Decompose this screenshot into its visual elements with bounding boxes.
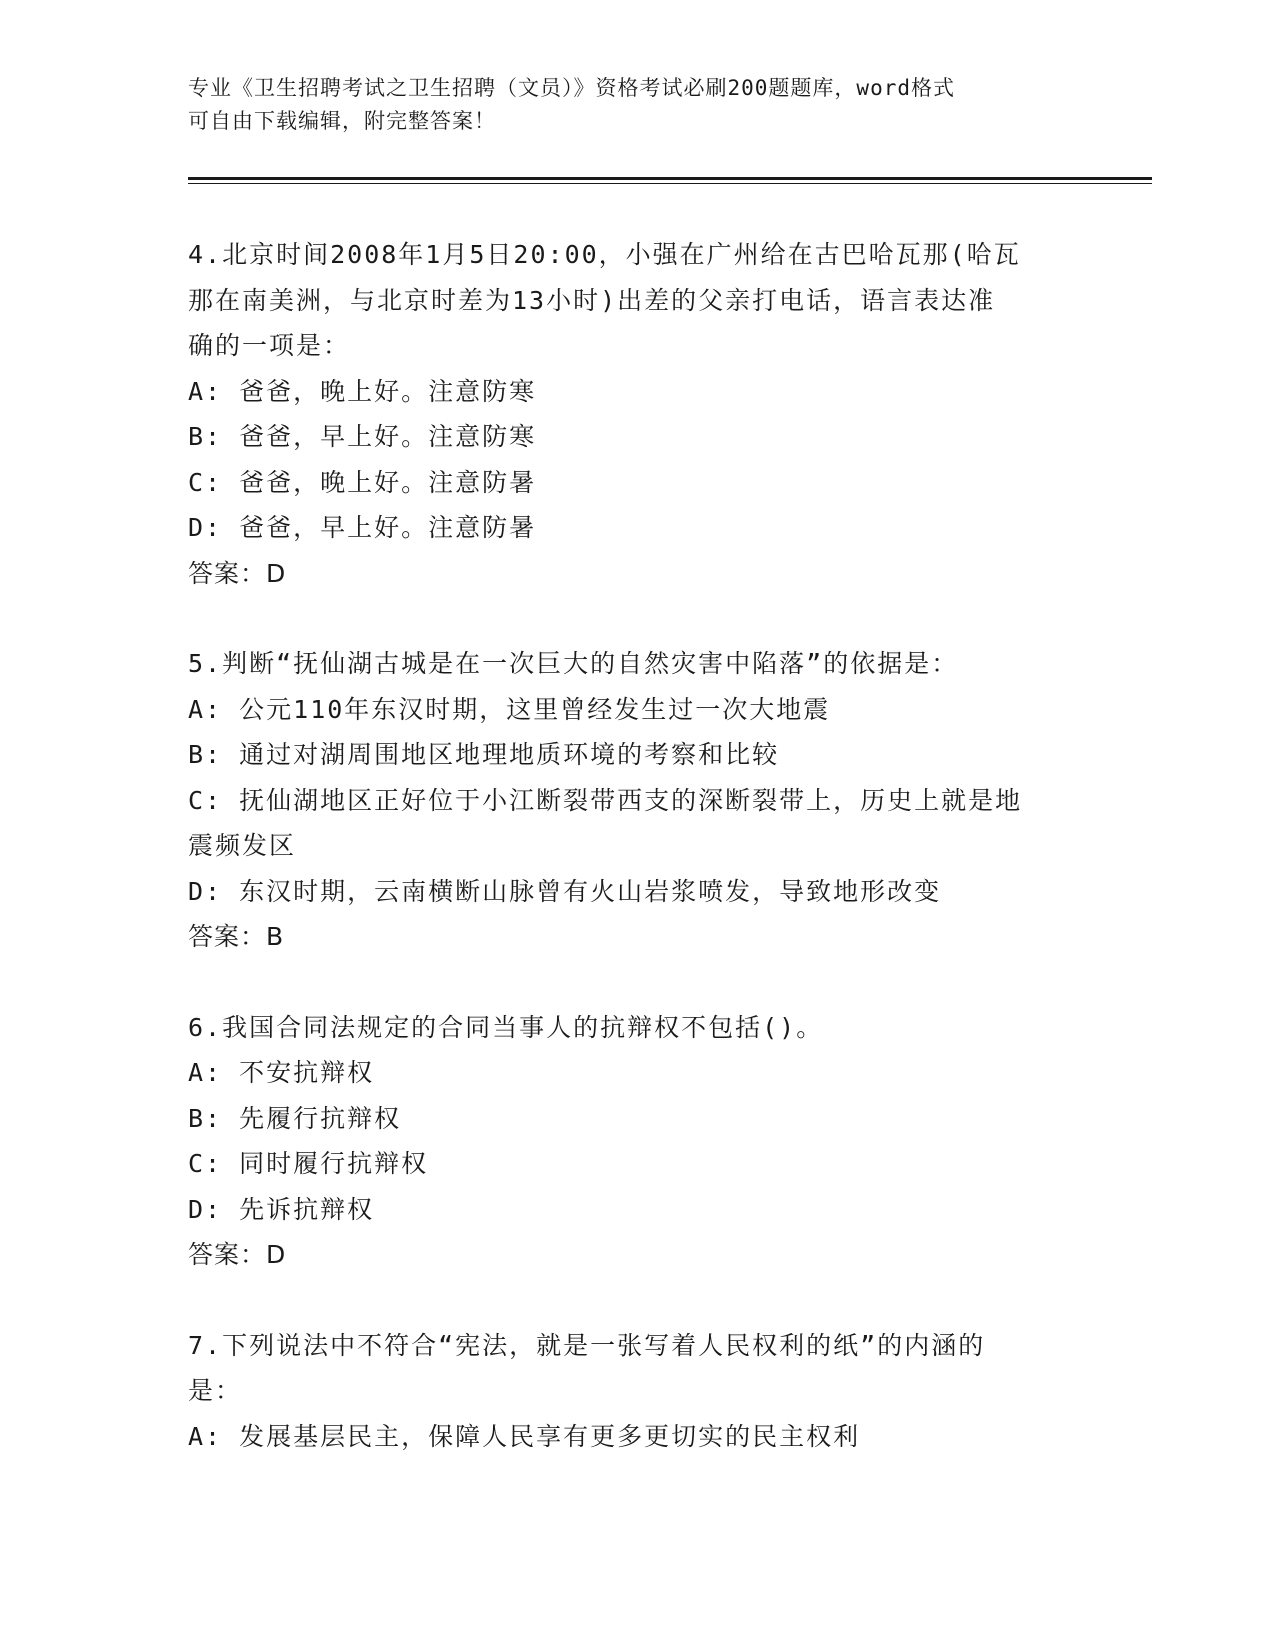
option-d: D: 爸爸，早上好。注意防暑 — [188, 513, 537, 542]
header-line-2: 可自由下载编辑，附完整答案！ — [188, 109, 496, 133]
option-c-continued: 震频发区 — [188, 831, 297, 860]
answer: 答案：D — [188, 1240, 287, 1269]
option-a: A: 爸爸，晚上好。注意防寒 — [188, 376, 537, 406]
header-line-1: 专业《卫生招聘考试之卫生招聘（文员）》资格考试必刷200题题库，word格式 — [188, 76, 955, 100]
question-list — [188, 232, 1088, 1504]
option-c: C: 爸爸，晚上好。注意防暑 — [188, 467, 537, 497]
option-b: B: 爸爸，早上好。注意防寒 — [188, 422, 537, 451]
question-text-line: 7.下列说法中不符合“宪法，就是一张写着人民权利的纸”的内涵的 — [188, 1330, 986, 1360]
question-text-line: 5.判断“抚仙湖古城是在一次巨大的自然灾害中陷落”的依据是： — [188, 649, 959, 678]
question-text-line: 6.我国合同法规定的合同当事人的抗辩权不包括()。 — [188, 1012, 824, 1042]
header-rule-thin — [188, 183, 1152, 184]
question-text-line: 4.北京时间2008年1月5日20:00，小强在广州给在古巴哈瓦那(哈瓦 — [188, 240, 1021, 269]
question-text-line: 确的一项是： — [188, 331, 351, 360]
question-5 — [188, 641, 1088, 960]
option-b: B: 通过对湖周围地区地理地质环境的考察和比较 — [188, 740, 780, 769]
option-c: C: 抚仙湖地区正好位于小江断裂带西支的深断裂带上，历史上就是地 — [188, 785, 1023, 815]
answer: 答案：D — [188, 558, 287, 588]
option-c: C: 同时履行抗辩权 — [188, 1149, 429, 1178]
option-a: A: 发展基层民主，保障人民享有更多更切实的民主权利 — [188, 1421, 861, 1451]
document-header — [188, 72, 1088, 138]
question-text-line: 那在南美洲，与北京时差为13小时)出差的父亲打电话，语言表达准 — [188, 285, 996, 315]
answer: 答案：B — [188, 922, 285, 951]
question-6 — [188, 1005, 1088, 1278]
option-b: B: 先履行抗辩权 — [188, 1103, 402, 1133]
option-d: D: 先诉抗辩权 — [188, 1194, 375, 1224]
question-7 — [188, 1323, 1088, 1460]
question-text-line: 是： — [188, 1376, 243, 1405]
option-d: D: 东汉时期，云南横断山脉曾有火山岩浆喷发，导致地形改变 — [188, 876, 942, 906]
question-4 — [188, 232, 1088, 596]
header-rule-thick — [188, 177, 1152, 180]
option-a: A: 公元110年东汉时期，这里曾经发生过一次大地震 — [188, 694, 831, 724]
option-a: A: 不安抗辩权 — [188, 1058, 375, 1087]
